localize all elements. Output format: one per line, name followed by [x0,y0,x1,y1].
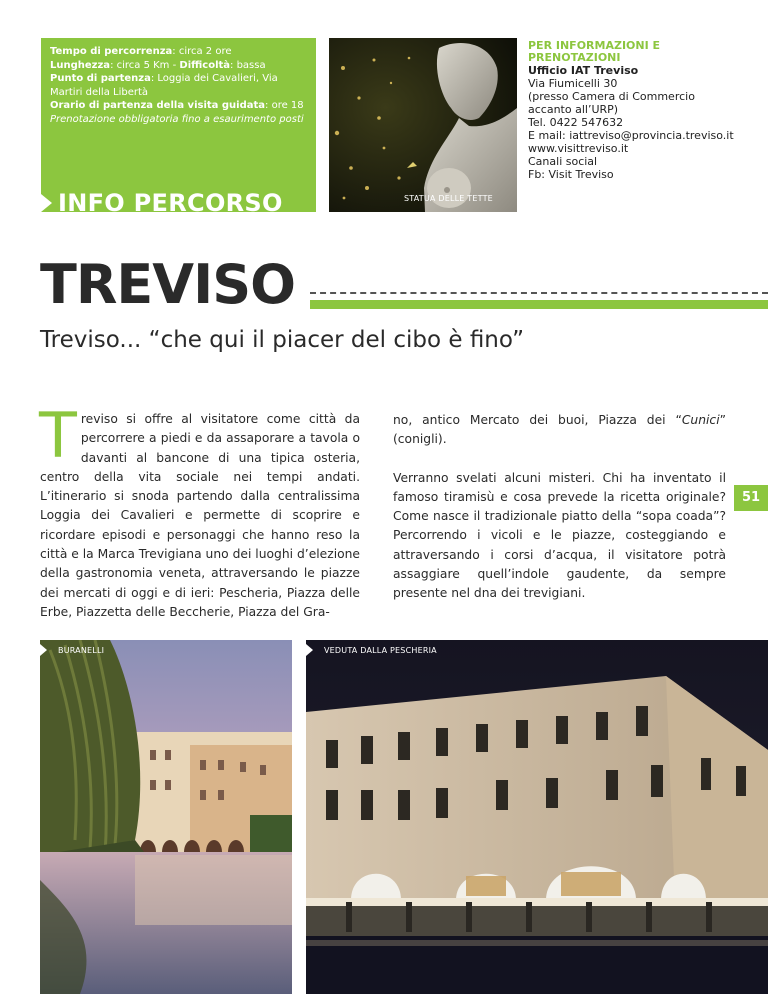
email: E mail: iattreviso@provincia.treviso.it [528,129,734,142]
pescheria-photo [306,640,768,994]
address-line: Via Fiumicelli 30 [528,77,618,90]
body-text-2b: ” (conigli). [393,413,726,447]
contact-heading-line1: PER INFORMAZIONI E [528,39,661,52]
contact-info [528,40,738,181]
start-point-label: Punto di partenza [50,73,151,84]
difficulty-value: : bassa [230,59,266,71]
buranelli-caption-marker [40,644,47,656]
page-number: 51 [734,485,768,511]
body-column-2 [393,411,726,604]
title-dashed-rule [310,292,768,294]
info-title-marker [41,194,52,212]
start-point-value: : Loggia dei Cavalieri, Via Martiri della Libertà [50,73,278,98]
pescheria-caption-marker [306,644,313,656]
pescheria-caption: VEDUTA DALLA PESCHERIA [324,646,437,655]
title-accent-bar [310,300,768,309]
buranelli-photo [40,640,292,994]
body-text-2a: no, antico Mercato dei buoi, Piazza dei “ [393,413,682,427]
start-time-value: : ore 18 [265,100,304,111]
buranelli-caption: BURANELLI [58,646,105,655]
duration-value: : circa 2 ore [172,46,232,57]
page-title: TREVISO [40,253,295,316]
facebook: Fb: Visit Treviso [528,168,614,181]
address-line: accanto all’URP) [528,103,619,116]
social-label: Canali social [528,155,598,168]
booking-note: Prenotazione obbligatoria fino a esaurimento posti [50,113,304,125]
office-name: Ufficio IAT Treviso [528,64,639,77]
body-text-3: Verranno svelati alcuni misteri. Chi ha inventato il famoso tiramisù e cosa prevede la ricetta originale? Come nasce il tradizionale piatto della “sopa coada”? Percorrendo i vicoli e le piazze, costeggiando e attraversando i corsi d’acqua, il visitatore potrà assaggiare quell’indole gaudente, da sempre presente nel dna dei trevigiani. [393,470,726,601]
start-time-label: Orario di partenza della visita guidata [50,100,266,111]
body-text-2-italic: Cunici [681,413,720,427]
statue-photo [329,38,517,212]
info-details [50,45,312,126]
contact-heading-line2: PRENOTAZIONI [528,51,621,64]
website: www.visittreviso.it [528,142,629,155]
statue-photo-caption: STATUA DELLE TETTE [404,194,493,203]
drop-cap: T [39,399,77,472]
body-column-1 [39,399,360,622]
address-line: (presso Camera di Commercio [528,90,695,103]
info-title: INFO PERCORSO [58,189,283,217]
body-text-1: reviso si offre al visitatore come città da percorrere a piedi e da assaporare a tavola o davanti al bancone di una tipica osteria, centro della vita sociale nei tempi andati. L’itinerario si snoda partendo dalla centralissima Loggia dei Cavalieri e permette di scoprire e ricordare episodi e personaggi che hanno reso la città e la Marca Trevigiana uno dei luoghi d’elezione della gastronomia veneta, attraversando le piazze dei mercati di oggi e di ieri: Pescheria, Piazza delle Erbe, Piazzetta delle Beccherie, Piazza del Gra- [40,412,360,619]
length-label: Lunghezza [50,59,111,71]
subtitle: Treviso... “che qui il piacer del cibo è fino” [40,327,525,353]
duration-label: Tempo di percorrenza [50,46,173,57]
length-value: : circa 5 Km - [110,59,180,71]
phone: Tel. 0422 547632 [528,116,624,129]
difficulty-label: Difficoltà [179,59,231,71]
